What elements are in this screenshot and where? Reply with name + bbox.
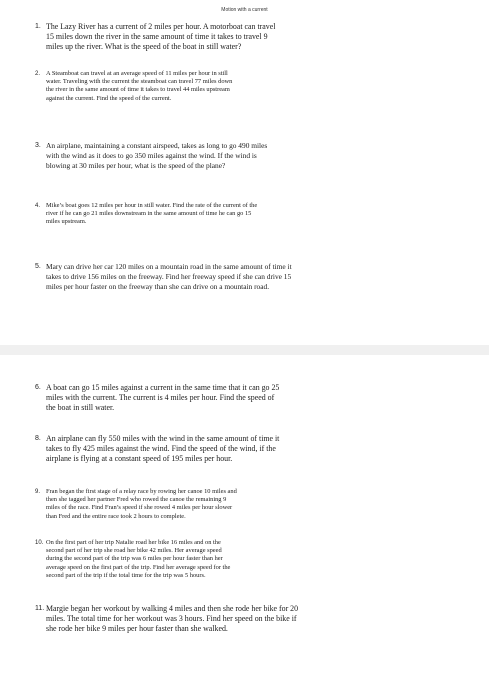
problem-text: An airplane, maintaining a constant airspeed, takes as long to go 490 miles with the wind as it does to go 350 miles against the wind. If the wind is blowing at 30 miles per hour, what is the speed of the plane? [46, 141, 268, 170]
worksheet-page-1 [0, 0, 489, 345]
problem-number: 2. [35, 71, 41, 77]
problem-text: A Steamboat can travel at an average speed of 11 miles per hour in still water. Traveling with the current the steamboat can travel 77 miles down the river in the same amount of time it takes to travel 44 miles upstream against the current. Find the speed of the current. [46, 70, 233, 102]
problem-number: 4. [35, 203, 41, 209]
problem-text: Mike’s boat goes 12 miles per hour in still water. Find the rate of the current of the river if he can go 21 miles downstream in the same amount of time he can go 15 miles upstream. [46, 202, 258, 226]
problem-text: An airplane can fly 550 miles with the wind in the same amount of time it takes to fly 425 miles against the wind. Find the speed of the wind, if the airplane is flying at a constant speed of 195 miles per hour. [46, 434, 280, 464]
problem-number: 10. [35, 540, 44, 546]
problem-text: On the first part of her trip Natalie road her bike 16 miles and on the second part of her trip she road her bike 42 miles. Her average speed during the second part of the trip was 6 miles per hour faster than her average speed on the first part of the trip. Find her average speed for the second part of the trip if the total time for the trip was 5 hours. [46, 539, 231, 579]
problem-number: 3. [35, 142, 41, 149]
problem-text: The Lazy River has a current of 2 miles per hour. A motorboat can travel 15 miles down the river in the same amount of time it takes to travel 9 miles up the river. What is the speed of the boat in still water? [46, 22, 276, 52]
problem-text: Fran began the first stage of a relay race by rowing her canoe 10 miles and then she tagged her partner Fred who rowed the canoe the remaining 9 miles of the race. Find Fran’s speed if she rowed 4 miles per hour slower than Fred and the entire race took 2 hours to complete. [46, 488, 237, 520]
problem-text: Mary can drive her car 120 miles on a mountain road in the same amount of time it takes to drive 156 miles on the freeway. Find her freeway speed if she can drive 15 miles per hour faster on the freeway than she can drive on a mountain road. [46, 262, 292, 291]
worksheet-title: Motion with a current [221, 7, 268, 13]
worksheet-page-2 [0, 355, 489, 700]
problem-text: Margie began her workout by walking 4 miles and then she rode her bike for 20 miles. The total time for her workout was 3 hours. Find her speed on the bike if she rode her bike 9 miles per hour faster than she walked. [46, 604, 299, 634]
problem-number: 5. [35, 263, 41, 270]
problem-number: 6. [35, 384, 41, 391]
problem-text: A boat can go 15 miles against a current in the same time that it can go 25 miles with the current. The current is 4 miles per hour. Find the speed of the boat in still water. [46, 383, 280, 413]
problem-number: 8. [35, 435, 41, 442]
problem-number: 11. [35, 605, 45, 612]
problem-number: 9. [35, 489, 41, 495]
problem-number: 1. [35, 23, 41, 30]
